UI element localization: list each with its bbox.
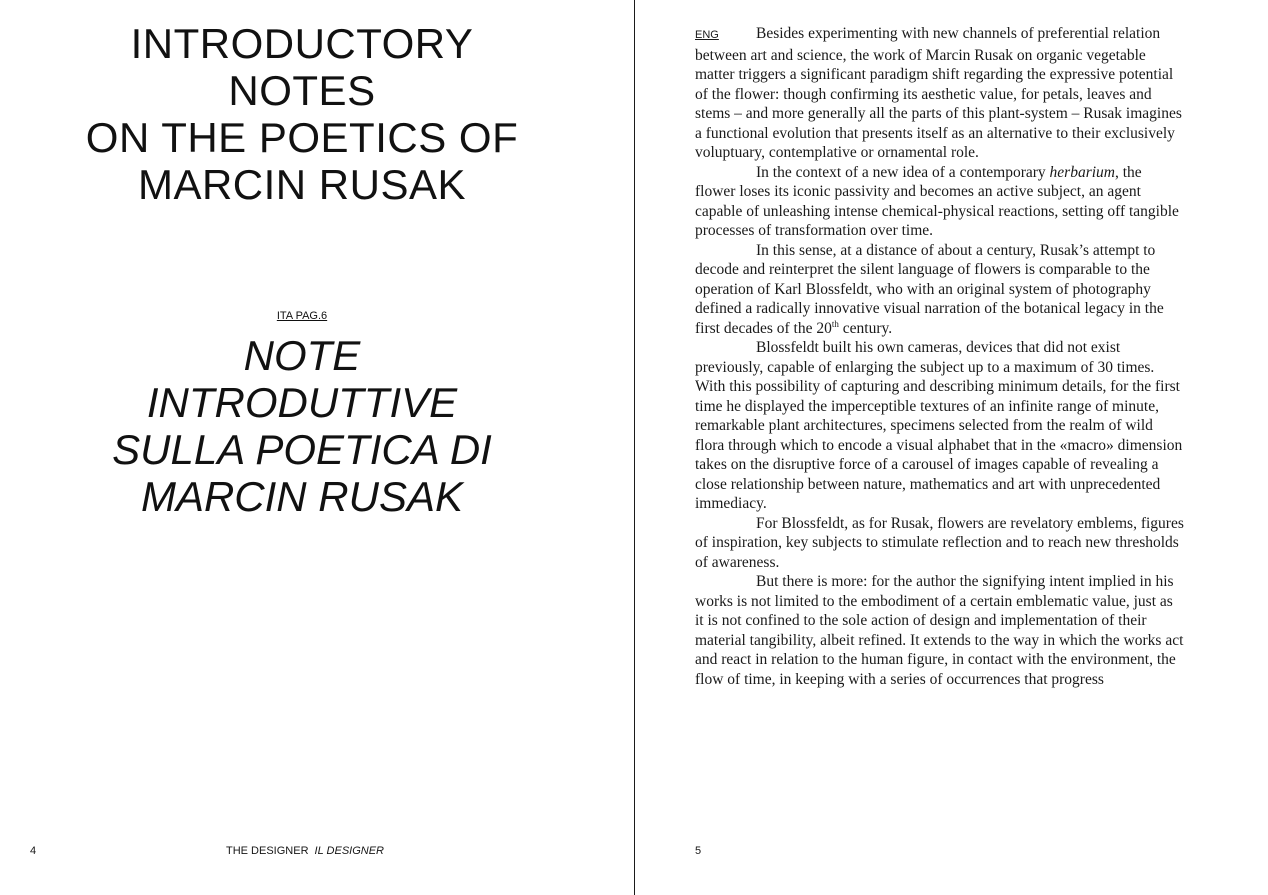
paragraph-text: Besides experimenting with new channels of preferential relation between art and science, the work of Marcin Rusak on organic vegetable matter triggers a significant paradigm shift regarding the expressive potential of the flower: though confirming its aesthetic value, for petals, leaves and stems – and more generally all the parts of this plant-system – Rusak imagines a functional evolution that presents itself as an alternative to their exclusively voluptuary, contemplative or ornamental role.	[695, 25, 1182, 161]
paragraph-text: century.	[838, 319, 893, 337]
right-page	[635, 0, 1268, 895]
language-tag: ENG	[695, 29, 719, 41]
english-title	[30, 20, 574, 208]
paragraph-text: But there is more: for the author the signifying intent implied in his works is not limited to the embodiment of a certain emblematic value, just as it is not confined to the sole action of design and implementation of their material tangibility, albeit refined. It extends to the way in which the works act and react in relation to the human figure, in contact with the environment, the flow of time, in keeping with a series of occurrences that progress	[695, 573, 1184, 688]
paragraph	[695, 514, 1185, 573]
italic-term: herbarium	[1049, 163, 1115, 181]
italian-page-reference	[30, 310, 574, 323]
running-title-en: THE DESIGNER	[226, 845, 309, 857]
page-number-left: 4	[30, 845, 37, 857]
title-it-line: NOTE	[243, 332, 361, 379]
running-title	[226, 845, 384, 858]
title-en-line: MARCIN RUSAK	[137, 161, 467, 208]
paragraph	[695, 163, 1185, 241]
paragraph-text: In the context of a new idea of a contemporary	[756, 163, 1050, 181]
title-it-line: INTRODUTTIVE	[146, 379, 458, 426]
paragraph-text: For Blossfeldt, as for Rusak, flowers are revelatory emblems, figures of inspiration, key subjects to stimulate reflection and to reach new thresholds of awareness.	[695, 514, 1184, 571]
paragraph	[695, 24, 1185, 163]
paragraph-text: Blossfeldt built his own cameras, devices that did not exist previously, capable of enlarging the subject up to a maximum of 30 times. With this possibility of capturing and describing minimum details, for the first time he displayed the imperceptible textures of an infinite range of minute, remarkable plant architectures, specimens selected from the realm of wild flora through which to encode a visual alphabet that in the «macro» dimension takes on the disruptive force of a carousel of images capable of revealing a close relationship between nature, mathematics and art with unprecedented immediacy.	[695, 339, 1183, 512]
ita-page-link[interactable]: ITA PAG.6	[276, 310, 328, 322]
title-it-line: MARCIN RUSAK	[140, 473, 464, 520]
italian-title	[30, 332, 574, 520]
paragraph	[695, 338, 1185, 514]
title-en-line: ON THE POETICS OF	[85, 114, 519, 161]
body-text	[695, 24, 1185, 689]
paragraph-text: In this sense, at a distance of about a century, Rusak’s attempt to decode and reinterpret the silent language of flowers is comparable to the operation of Karl Blossfeldt, who with an original system of photography defined a radically innovative visual narration of the botanical legacy in the first decades of the 20	[695, 241, 1164, 337]
title-en-line: NOTES	[228, 67, 376, 114]
title-it-line: SULLA POETICA DI	[112, 426, 492, 473]
running-title-it: IL DESIGNER	[314, 845, 385, 857]
title-en-line: INTRODUCTORY	[130, 20, 474, 67]
paragraph	[695, 241, 1185, 339]
ordinal-suffix: th	[831, 318, 839, 329]
page-number-right: 5	[695, 845, 702, 857]
paragraph	[695, 572, 1185, 689]
paragraph-text: , the flower loses its iconic passivity and becomes an active subject, an agent capable of unleashing intense chemical-physical reactions, setting off tangible processes of transformation over time.	[695, 163, 1179, 239]
